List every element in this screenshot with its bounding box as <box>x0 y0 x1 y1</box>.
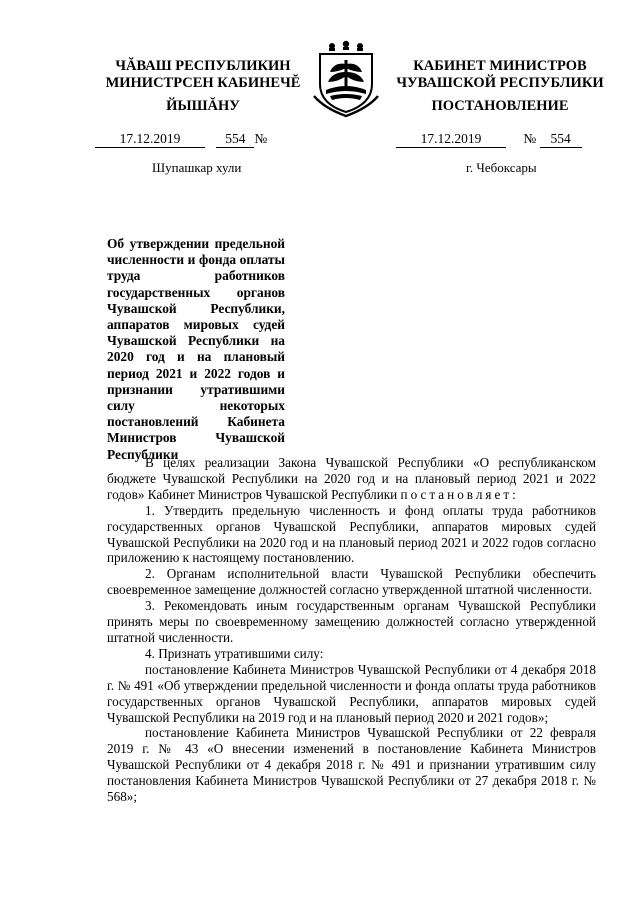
body-paragraph-2: 2. Органам исполнительной власти Чувашской Республики обеспечить своевременное замещение должностей согласно утвержденной штатной численности. <box>107 566 596 598</box>
body-paragraph-6: постановление Кабинета Министров Чувашской Республики от 22 февраля 2019 г. № 43 «О внесении изменений в постановление Кабинета Министров Чувашской Республики от 4 декабря 2018 г. № 491 и признании утратившим силу постановления Кабинета Министров Чувашской Республики от 27 декабря 2018 г. № 568»; <box>107 725 596 805</box>
header-left-authority <box>88 58 318 92</box>
number-right: 554 <box>540 131 582 148</box>
body-intro <box>107 455 596 503</box>
doc-type-chuvash: ЙЫШĂНУ <box>166 98 240 114</box>
number-sign-left: № <box>254 131 268 146</box>
resolves-text: постановляет: <box>400 486 519 502</box>
body-paragraph-3: 3. Рекомендовать иным государственным органам Чувашской Республики принять меры по своевременному замещению должностей согласно утвержденной штатной численности. <box>107 598 596 645</box>
number-left: 554 <box>216 131 254 148</box>
body-paragraph-1: 1. Утвердить предельную численность и фонд оплаты труда работников государственных органов Чувашской Республики, аппаратов мировых судей Чувашской Республики на 2020 год и на плановый период 2021 и 2022 годов согласно приложению к настоящему постановлению. <box>107 502 596 566</box>
date-number-left <box>95 131 267 149</box>
header-right-line-1: КАБИНЕТ МИНИСТРОВ <box>413 58 587 74</box>
number-sign-right: № <box>523 131 537 146</box>
city-right: г. Чебоксары <box>466 160 537 175</box>
header-left-line-1: ЧĂВАШ РЕСПУБЛИКИН <box>115 58 291 74</box>
body-paragraph-4: 4. Признать утратившими силу: <box>145 645 324 661</box>
doc-type-russian: ПОСТАНОВЛЕНИЕ <box>431 98 569 114</box>
date-left: 17.12.2019 <box>95 131 205 148</box>
document-body <box>107 455 596 805</box>
date-number-right <box>396 131 582 149</box>
header-right-line-2: ЧУВАШСКОЙ РЕСПУБЛИКИ <box>396 75 604 91</box>
header-right-authority <box>380 58 620 92</box>
date-right: 17.12.2019 <box>396 131 506 148</box>
header-left-line-2: МИНИСТРСЕН КАБИНЕЧĔ <box>105 75 301 91</box>
city-left: Шупашкар хули <box>152 160 242 175</box>
chuvash-coat-of-arms-icon <box>310 38 382 118</box>
body-paragraph-5: постановление Кабинета Министров Чувашской Республики от 4 декабря 2018 г. № 491 «Об утверждении предельной численности и фонда оплаты труда работников государственных органов Чувашской Республики, аппаратов мировых судей Чувашской Республики на 2019 год и на плановый период 2020 и 2021 годов»; <box>107 661 596 725</box>
intro-text: В целях реализации Закона Чувашской Республики «О республиканском бюджете Чувашской Республики на 2020 год и на плановый период 2021 и 2022 годов» Кабинет Министров Чувашской Республики <box>107 455 596 502</box>
document-title: Об утверждении предельной численности и фонда оплаты труда работников государственных органов Чувашской Республики, аппаратов мировых судей Чувашской Республики на 2020 год и на плановый период 2021 и 2022 годов и признании утратившими силу некоторых постановлений Кабинета Министров Чувашской Республики <box>107 236 285 462</box>
